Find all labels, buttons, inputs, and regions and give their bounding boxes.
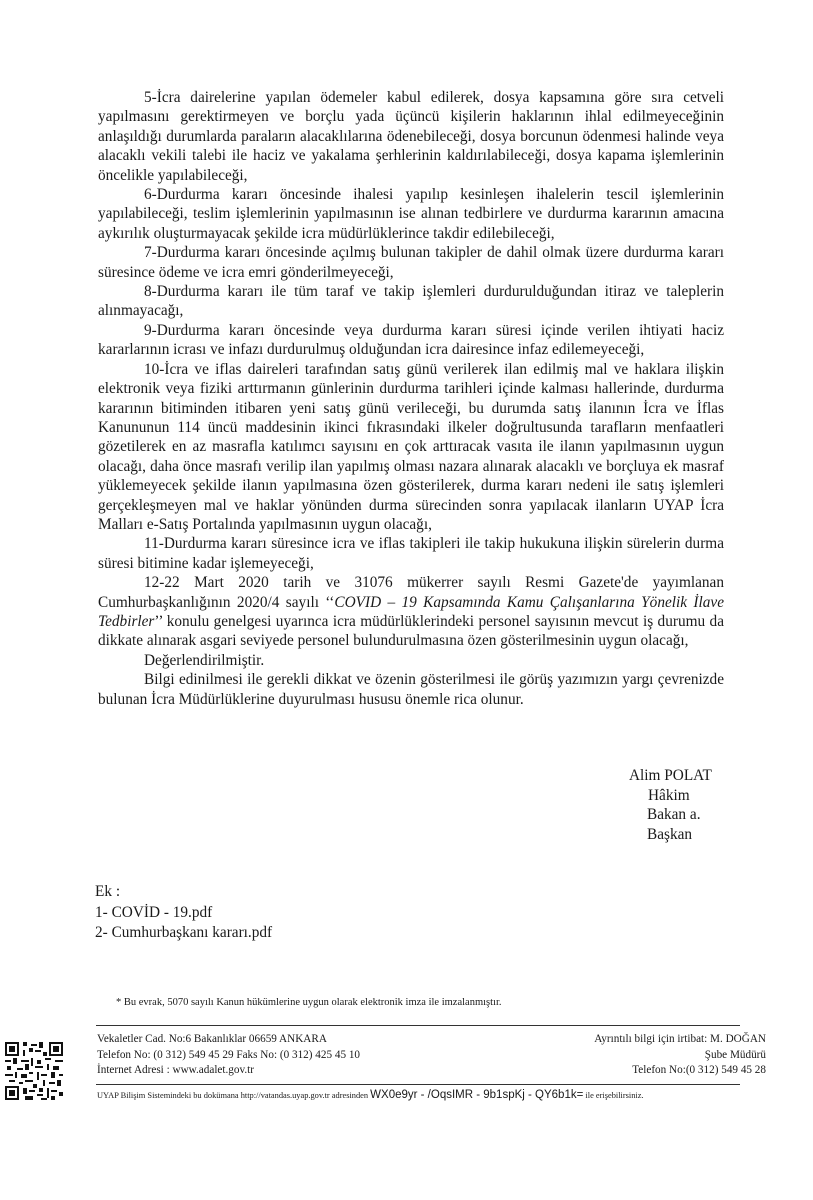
signer-title: Hâkim: [648, 786, 690, 804]
paragraph-11: 11-Durdurma kararı süresince icra ve iflas takipleri ile takip hukukuna ilişkin sürelerin durma süresi bitimine kadar işlemeyeceği,: [98, 535, 724, 572]
signature-block: [560, 766, 760, 844]
footer-address: Vekaletler Cad. No:6 Bakanlıklar 06659 ANKARA: [97, 1033, 327, 1045]
verification-code: WX0e9yr - /OqsIMR - 9b1spKj - QY6b1k=: [370, 1089, 584, 1101]
signer-role: Bakan a.: [647, 806, 701, 823]
attachment-item: 1- COVİD - 19.pdf: [95, 903, 213, 921]
footer-contact-block: [520, 1032, 766, 1079]
verification-prefix: UYAP Bilişim Sistemindeki bu dokümana http://vatandas.uyap.gov.tr adresinden: [97, 1091, 369, 1100]
attachments-heading: Ek :: [95, 883, 121, 900]
paragraph-6: 6-Durdurma kararı öncesinde ihalesi yapılıp kesinleşen ihalelerin tescil işlemlerinin yapılabileceği, teslim işlemlerinin yapılmasının ise alınan tedbirlere ve durdurma kararının amacına aykırılık oluşturmayacak şekilde icra müdürlüklerince takdir edilebileceği,: [98, 186, 724, 242]
paragraph-10: 10-İcra ve iflas daireleri tarafından satış günü verilerek ilan edilmiş mal ve haklara ilişkin elektronik veya fiziki arttırmanın günlerinin durdurma tarihleri içinde kalması hallerinde, durdurma kararının bitiminden itibaren yeni satış günü verileceği, bu durumda satış ilanının İcra ve İflas Kanununun 114 üncü maddesinin ikinci fıkrasındaki ilkeler doğrultusunda tarafların menfaatleri gözetilerek en az masrafla katılımcı sayısını en çok arttıracak vasıta ile ilanın yapılmasının uygun olacağı, daha önce masrafı verilip ilan yapılmış olması nazara alınarak alacaklı ve borçluya ek masraf yüklemeyecek şekilde ilanın yapılmasına özen gösterilerek, durma kararı nedeni ile satış işlemleri gerçekleşmeyen mal ve haklar yönünden durma sürecinden sonra yapılacak ilanların UYAP İcra Malları e-Satış Portalında yapılmasının uygun olacağı,: [98, 360, 724, 533]
paragraph-12: [98, 573, 724, 651]
evaluation-statement: Değerlendirilmiştir.: [144, 651, 265, 669]
signer-name: Alim POLAT: [629, 767, 712, 784]
footer-address-block: [97, 1032, 360, 1079]
paragraph-8: 8-Durdurma kararı ile tüm taraf ve takip işlemleri durdurulduğundan itiraz ve taleplerin alınmayacağı,: [98, 283, 724, 320]
letter-body: [98, 88, 724, 709]
closing-request: Bilgi edinilmesi ile gerekli dikkat ve özenin gösterilmesi ile görüş yazımızın yargı çevrenizde bulunan İcra Müdürlüklerine duyurulması hususu önemle rica olunur.: [98, 671, 724, 708]
footer-bottom-divider: [96, 1084, 740, 1085]
footer-contact: Ayrıntılı bilgi için irtibat: M. DOĞAN: [594, 1033, 766, 1045]
paragraph-5: 5-İcra dairelerine yapılan ödemeler kabul edilerek, dosya kapsamına göre sıra cetveli yapılmasını gerektirmeyen ve borçlu yada üçüncü kişilerin haklarının ihlal edilmeyeceğinin anlaşıldığı durumlarda paraların alacaklılarına ödenebileceği, dosya borcunun ödenmesi halinde veya alacaklı vekili talebi ile haciz ve yakalama şerhlerinin kaldırılabileceği, dosya kapama işlemlerinin öncelikle yapılabileceği,: [98, 89, 724, 184]
footer-top-divider: [96, 1025, 740, 1026]
signer-position: Başkan: [647, 825, 693, 843]
paragraph-12-text-end: ’’ konulu genelgesi uyarınca icra müdürlüklerindeki personel sayısının mevcut iş durumu da dikkate alınarak asgari seviyede personel bulundurulmasına özen gösterilmesinin uygun olacağı,: [98, 612, 724, 650]
e-signature-note: * Bu evrak, 5070 sayılı Kanun hükümlerine uygun olarak elektronik imza ile imzalanmıştır.: [116, 997, 502, 1008]
attachments-block: [95, 882, 272, 944]
verification-line: [97, 1089, 644, 1101]
paragraph-9: 9-Durdurma kararı öncesinde veya durdurma kararı süresi içinde verilen ihtiyati haciz kararlarının icrası ve infazı durdurulmuş olduğundan icra dairesince infaz edilemeyeceği,: [98, 321, 724, 359]
footer-internet: İnternet Adresi : www.adalet.gov.tr: [97, 1064, 254, 1077]
footer-contact-title: Şube Müdürü: [704, 1048, 766, 1061]
qr-code: [5, 1042, 63, 1100]
footer-phone-fax: Telefon No: (0 312) 549 45 29 Faks No: (0 312) 425 45 10: [97, 1048, 361, 1061]
paragraph-7: 7-Durdurma kararı öncesinde açılmış bulunan takipler de dahil olmak üzere durdurma kararı süresince ödeme ve icra emri gönderilmeyeceği,: [98, 244, 724, 281]
paragraph-12-text-start: 12-22 Mart 2020 tarih ve 31076 mükerrer sayılı Resmi Gazete'de yayımlanan Cumhurbaşkanlığının 2020/4 sayılı ‘‘: [98, 574, 724, 611]
verification-suffix: ile erişebilirsiniz.: [585, 1091, 644, 1100]
circular-title: COVID – 19 Kapsamında Kamu Çalışanlarına Yönelik İlave Tedbirler: [98, 593, 724, 630]
attachment-item: 2- Cumhurbaşkanı kararı.pdf: [95, 924, 273, 941]
footer-contact-phone: Telefon No:(0 312) 549 45 28: [632, 1064, 766, 1077]
